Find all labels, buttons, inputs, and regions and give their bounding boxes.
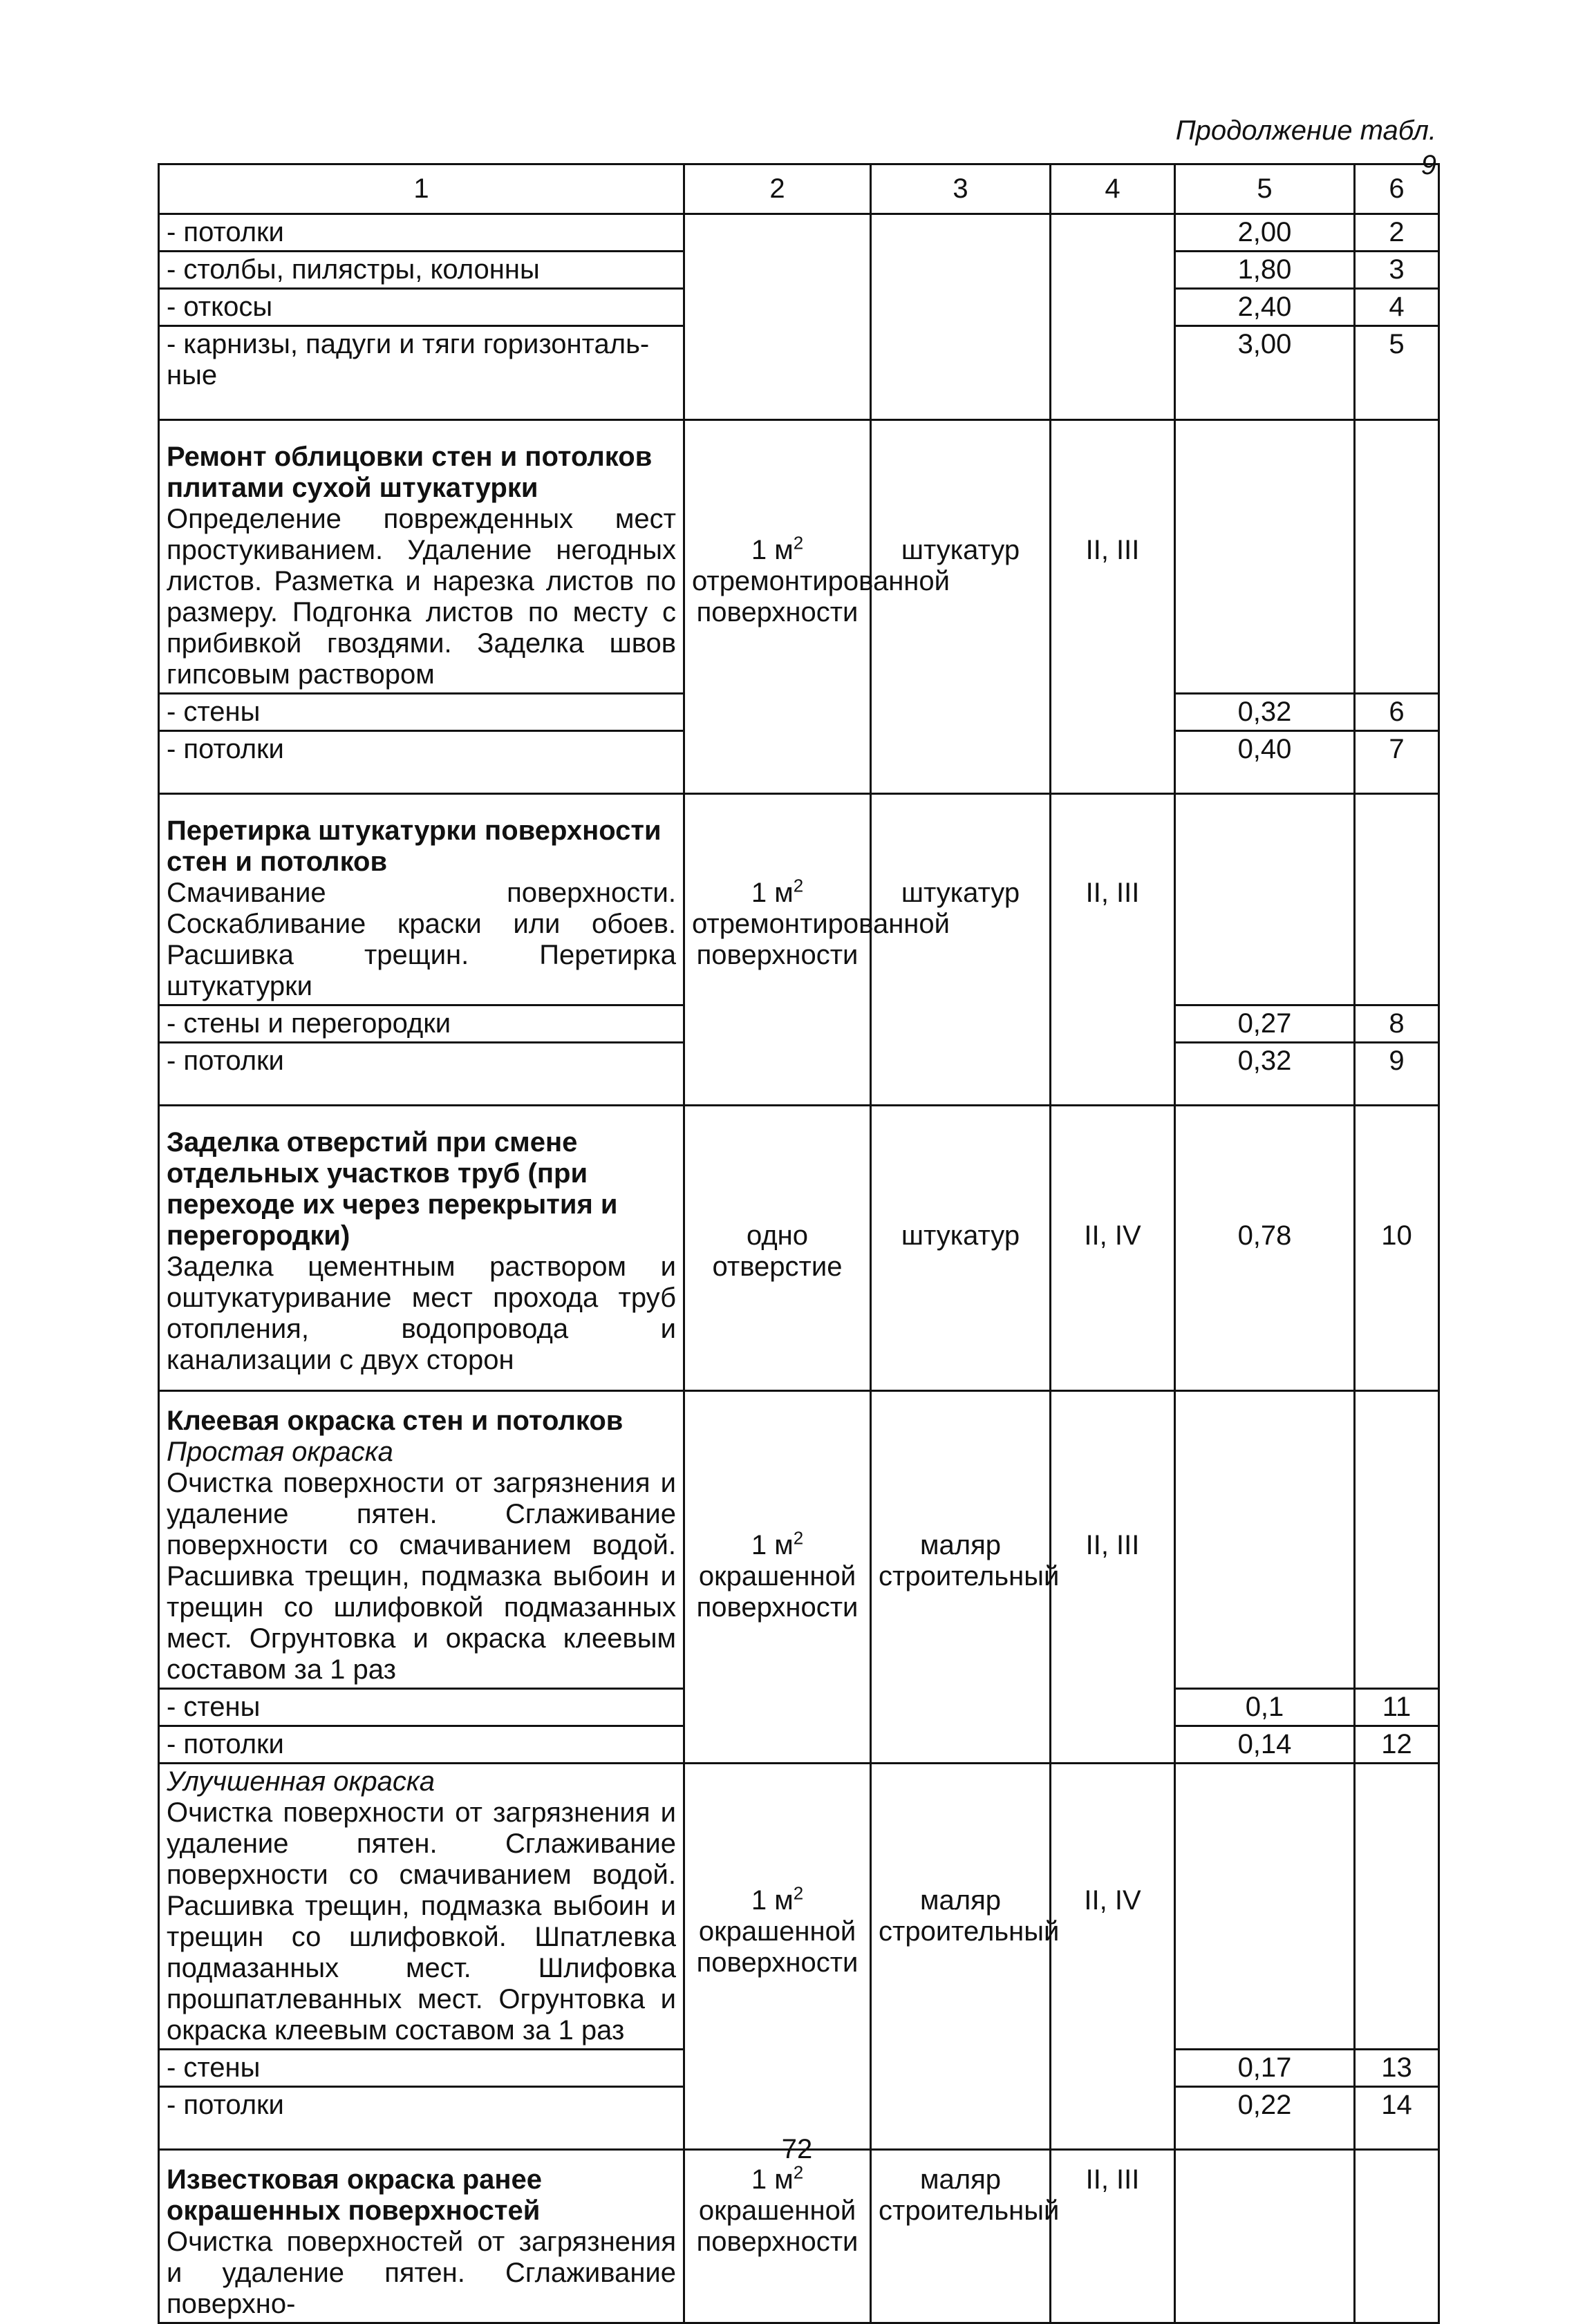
norm-cell: [1175, 1764, 1355, 2050]
norm-cell: 0,14: [1175, 1726, 1355, 1764]
unit-cell: одно отверстие: [684, 1106, 871, 1391]
section-description-cell: [159, 794, 684, 1005]
norms-table: [158, 163, 1440, 2324]
section-description: Определение поврежденных мест простукиванием. Удаление негодных листов. Разметка и нарезка листов по размеру. Подгонка листов по месту с прибивкой гвоздями. Заделка швов гипсовым раствором: [167, 504, 676, 690]
section-row: [159, 1106, 1439, 1391]
row-number-cell: 10: [1355, 1106, 1439, 1391]
section-title: Заделка отверстий при смене отдельных участков труб (при переходе их через перекрытия и перегородки): [167, 1127, 618, 1251]
grade-cell: [1051, 214, 1175, 420]
worker-cell: штукатур: [871, 1106, 1051, 1391]
section-description: Очистка поверхностей от загрязнения и удаление пятен. Сглаживание поверхно-: [167, 2227, 676, 2319]
norm-cell: 0,22: [1175, 2087, 1355, 2150]
grade-cell: II, III: [1051, 1391, 1175, 1764]
norm-cell: [1175, 420, 1355, 694]
work-text-continued: ные: [167, 360, 218, 390]
row-number-cell: 9: [1355, 1043, 1439, 1106]
work-cell: - потолки: [159, 2087, 684, 2150]
section-description: Заделка цементным раствором и оштукатуривание мест прохода труб отопления, водопровода и канализации с двух сторон: [167, 1251, 676, 1375]
unit-cell: 1 $м^2$ отремонтированной поверхности: [684, 794, 871, 1106]
row-number-cell: 11: [1355, 1689, 1439, 1726]
work-cell: - стены и перегородки: [159, 1005, 684, 1043]
work-cell: - потолки: [159, 1043, 684, 1106]
work-cell: [159, 326, 684, 420]
unit-cell: 1 $м^2$ окрашенной поверхности: [684, 2150, 871, 2323]
grade-cell: II, IV: [1051, 1764, 1175, 2150]
row-number-cell: [1355, 1391, 1439, 1689]
section-description-cell: [159, 1391, 684, 1689]
row-number-cell: 8: [1355, 1005, 1439, 1043]
row-number-cell: 14: [1355, 2087, 1439, 2150]
section-row: [159, 794, 1439, 1005]
worker-cell: маляр строительный: [871, 1391, 1051, 1764]
row-number-cell: [1355, 794, 1439, 1005]
work-cell: - потолки: [159, 214, 684, 252]
work-cell: - стены: [159, 1689, 684, 1726]
row-number-cell: 4: [1355, 289, 1439, 326]
section-description: Очистка поверхности от загрязнения и удаление пятен. Сглаживание поверхности со смачиванием водой. Расшивка трещин, подмазка выбоин и трещин со шлифовкой подмазанных мест. Огрунтовка и окраска клеевым составом за 1 раз: [167, 1468, 676, 1685]
work-text: - карнизы, падуги и тяги горизонталь-: [167, 329, 650, 359]
worker-cell: маляр строительный: [871, 1764, 1051, 2150]
worker-cell: штукатур: [871, 794, 1051, 1106]
section-title: Ремонт облицовки стен и потолков плитами сухой штукатурки: [167, 442, 653, 503]
norm-cell: 3,00: [1175, 326, 1355, 420]
row-number-cell: 2: [1355, 214, 1439, 252]
norm-cell: 1,80: [1175, 252, 1355, 289]
worker-cell: [871, 214, 1051, 420]
work-cell: - стены: [159, 694, 684, 731]
section-row: [159, 420, 1439, 694]
row-number-cell: 3: [1355, 252, 1439, 289]
row-number-cell: 12: [1355, 1726, 1439, 1764]
section-title: Известковая окраска ранее окрашенных поверхностей: [167, 2164, 543, 2226]
column-header-5: 5: [1175, 164, 1355, 214]
section-description: Смачивание поверхности. Соскабливание краски или обоев. Расшивка трещин. Перетирка штукатурки: [167, 878, 676, 1001]
row-number-cell: 13: [1355, 2050, 1439, 2087]
section-title: Перетирка штукатурки поверхности стен и потолков: [167, 815, 662, 877]
section-title: Клеевая окраска стен и потолков: [167, 1406, 623, 1436]
row-number-cell: [1355, 2150, 1439, 2323]
norm-cell: 2,00: [1175, 214, 1355, 252]
work-cell: - откосы: [159, 289, 684, 326]
row-number-cell: [1355, 1764, 1439, 2050]
column-header-1: 1: [159, 164, 684, 214]
row-number-cell: 7: [1355, 731, 1439, 794]
unit-cell: 1 $м^2$ окрашенной поверхности: [684, 1391, 871, 1764]
section-description-cell: [159, 1106, 684, 1391]
column-header-2: 2: [684, 164, 871, 214]
norm-cell: [1175, 1391, 1355, 1689]
section-row: [159, 1764, 1439, 2050]
grade-cell: II, III: [1051, 420, 1175, 794]
norm-cell: 2,40: [1175, 289, 1355, 326]
section-row: [159, 2150, 1439, 2323]
section-description-cell: [159, 420, 684, 694]
norm-cell: 0,32: [1175, 694, 1355, 731]
grade-cell: II, IV: [1051, 1106, 1175, 1391]
worker-cell: маляр строительный: [871, 2150, 1051, 2323]
norm-cell: 0,78: [1175, 1106, 1355, 1391]
column-header-6: 6: [1355, 164, 1439, 214]
continuation-caption: Продолжение табл. 9: [1175, 115, 1436, 180]
section-row: [159, 1391, 1439, 1689]
unit-cell: 1 $м^2$ отремонтированной поверхности: [684, 420, 871, 794]
row-number-cell: 5: [1355, 326, 1439, 420]
page-number: 72: [781, 2134, 813, 2164]
section-description-cell: [159, 1764, 684, 2050]
norm-cell: [1175, 794, 1355, 1005]
work-cell: - стены: [159, 2050, 684, 2087]
section-description: Очистка поверхности от загрязнения и удаление пятен. Сглаживание поверхности со смачиванием водой. Расшивка трещин, подмазка выбоин и трещин со шлифовкой. Шпатлевка подмазанных мест. Шлифовка прошпатлеванных мест. Огрунтовка и окраска клеевым составом за 1 раз: [167, 1797, 676, 2046]
norm-cell: 0,27: [1175, 1005, 1355, 1043]
grade-cell: II, III: [1051, 2150, 1175, 2323]
section-description-cell: [159, 2150, 684, 2323]
grade-cell: II, III: [1051, 794, 1175, 1106]
unit-cell: [684, 214, 871, 420]
section-subtitle: Улучшенная окраска: [167, 1766, 435, 1797]
norm-cell: 0,32: [1175, 1043, 1355, 1106]
norm-cell: 0,40: [1175, 731, 1355, 794]
column-header-3: 3: [871, 164, 1051, 214]
column-number-row: [159, 164, 1439, 214]
work-cell: - потолки: [159, 1726, 684, 1764]
norm-cell: [1175, 2150, 1355, 2323]
norm-cell: 0,1: [1175, 1689, 1355, 1726]
row-number-cell: [1355, 420, 1439, 694]
unit-cell: 1 $м^2$ окрашенной поверхности: [684, 1764, 871, 2150]
work-cell: - столбы, пилястры, колонны: [159, 252, 684, 289]
worker-cell: штукатур: [871, 420, 1051, 794]
column-header-4: 4: [1051, 164, 1175, 214]
table-row: [159, 214, 1439, 252]
section-subtitle: Простая окраска: [167, 1437, 393, 1467]
work-cell: - потолки: [159, 731, 684, 794]
row-number-cell: 6: [1355, 694, 1439, 731]
norm-cell: 0,17: [1175, 2050, 1355, 2087]
